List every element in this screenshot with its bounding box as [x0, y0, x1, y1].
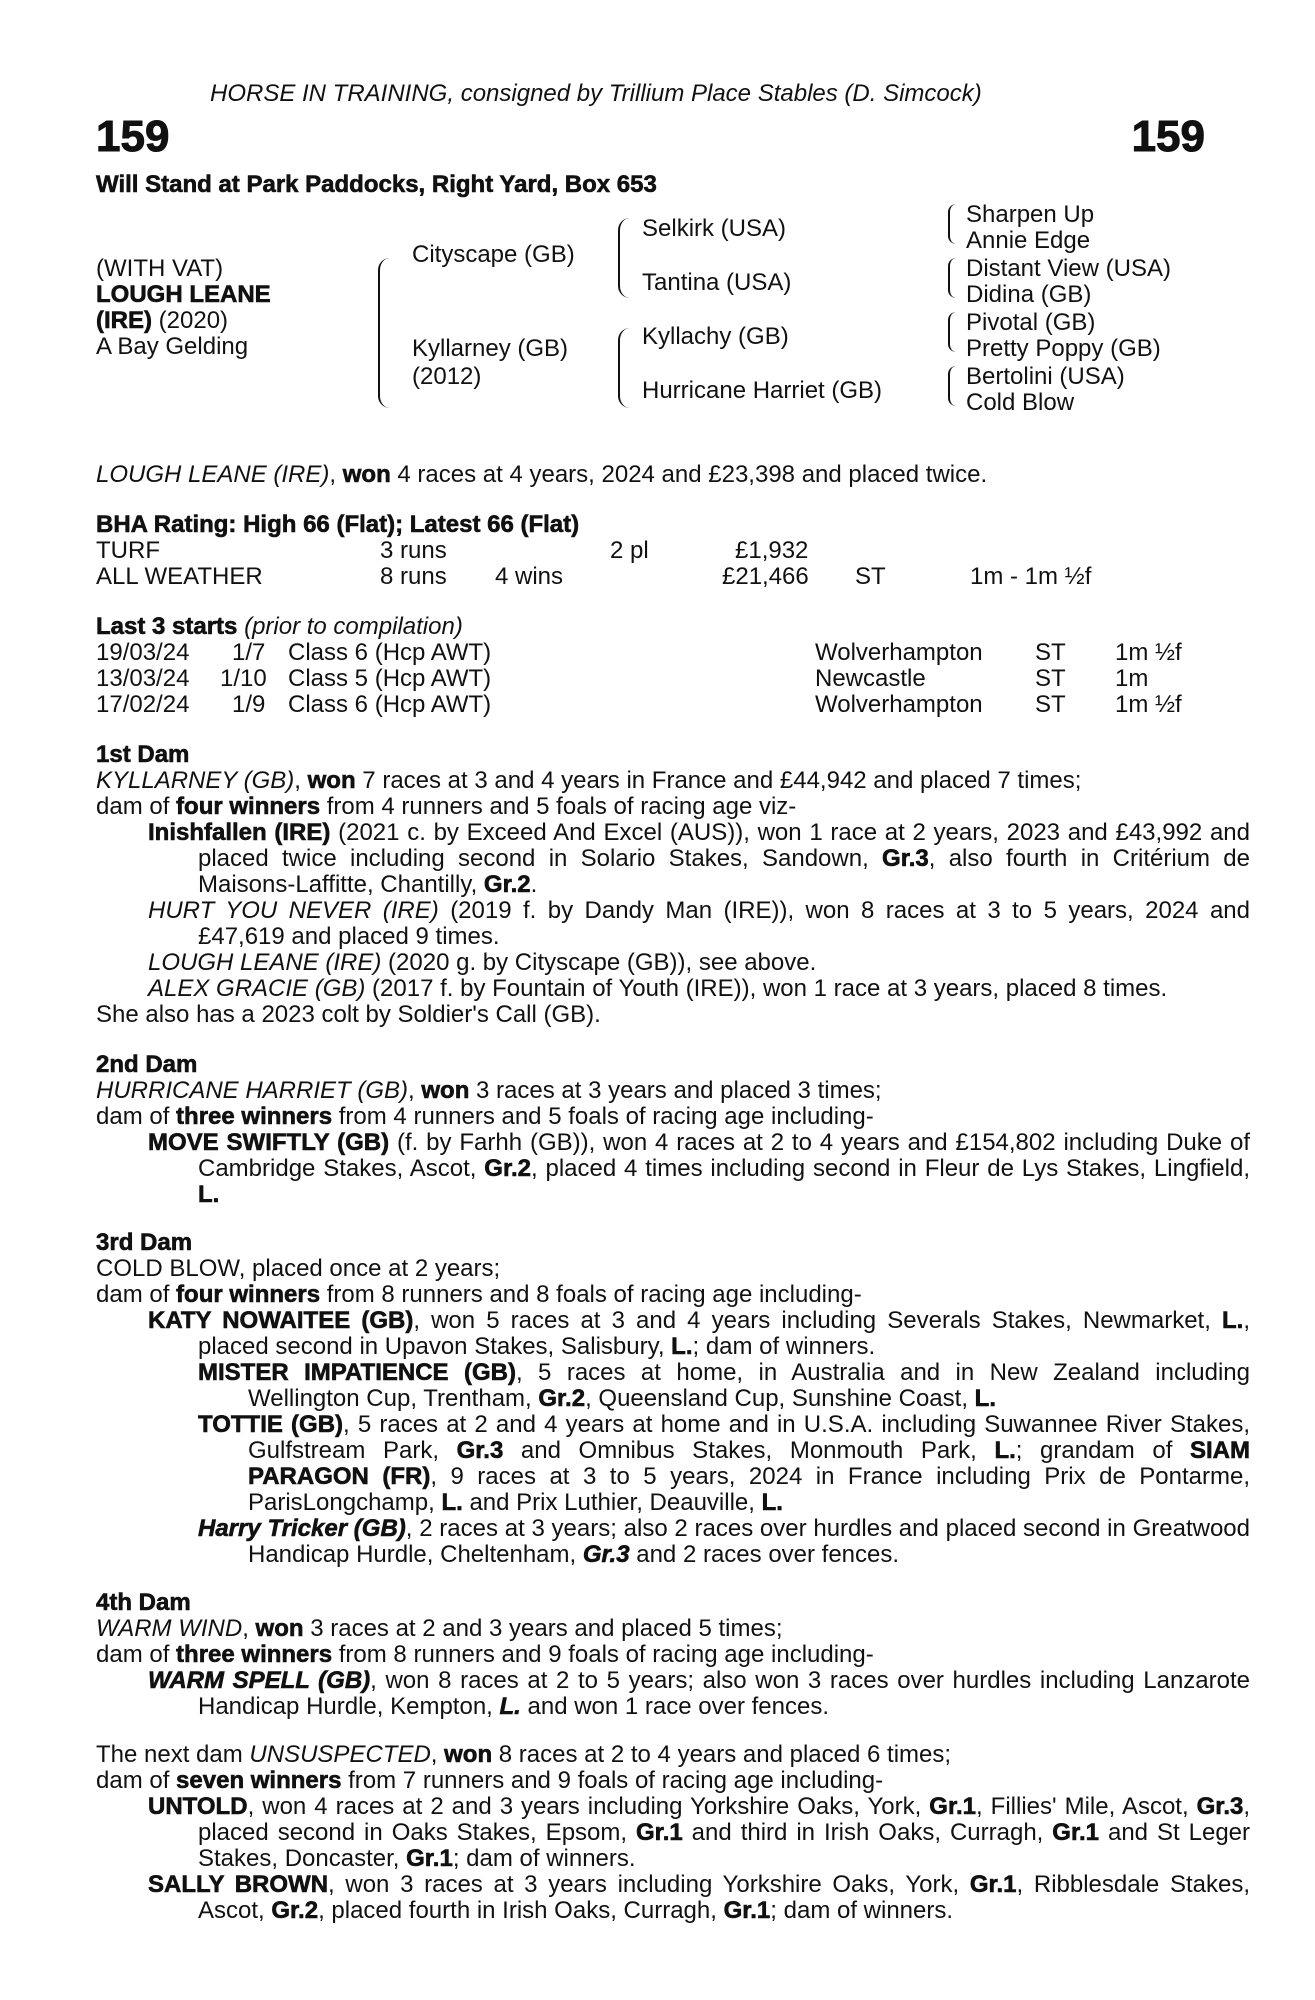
- dam1-title: 1st Dam: [96, 741, 190, 768]
- consignment-header: HORSE IN TRAINING, consigned by Trillium Place Stables (D. Simcock): [210, 80, 982, 107]
- brace-dam: [618, 328, 630, 408]
- dam2-progeny-1: MOVE SWIFTLY (GB) (f. by Farhh (GB)), won 4 races at 2 to 4 years and £154,802 including Duke of Cambridge Stakes, Ascot, Gr.2, placed 4 times including second in Fleur de Lys Stakes, Lingfield, L.: [148, 1129, 1251, 1208]
- dam3-grandprogeny-3: Harry Tricker (GB), 2 races at 3 years; also 2 races over hurdles and placed second in Greatwood Handicap Hurdle, Cheltenham, Gr.3 and 2 races over fences.: [198, 1515, 1250, 1568]
- brace-ds: [948, 312, 957, 352]
- sire-sire: Selkirk (USA): [642, 215, 787, 242]
- next-dam-line2: dam of seven winners from 7 runners and 9 foals of racing age including-: [96, 1767, 884, 1794]
- dam4-progeny-1: WARM SPELL (GB), won 8 races at 2 to 5 years; also won 3 races over hurdles including Lanzarote Handicap Hurdle, Kempton, L. and won 1 race over fences.: [148, 1667, 1250, 1720]
- dam-sire-sire: Pivotal (GB): [966, 309, 1096, 336]
- dam3-grandprogeny-2: TOTTIE (GB), 5 races at 2 and 4 years at home and in U.S.A. including Suwannee River Stakes, Gulfstream Park, Gr.3 and Omnibus Stakes, Monmouth Park, L.; grandam of SIAM PARAGON (FR), 9 races at 3 to 5 years, 2024 in France including Prix de Pontarme, ParisLongchamp, L. and Prix Luthier, Deauville, L.: [198, 1411, 1250, 1516]
- dam2-line1: HURRICANE HARRIET (GB), won 3 races at 3 years and placed 3 times;: [96, 1077, 882, 1104]
- dam1-progeny-2: HURT YOU NEVER (IRE) (2019 f. by Dandy Man (IRE)), won 8 races at 3 to 5 years, 2024 and £47,619 and placed 9 times.: [148, 897, 1250, 950]
- dam-year: (2012): [412, 363, 482, 390]
- brace-sire: [618, 218, 630, 298]
- dam4-line2: dam of three winners from 8 runners and 9 foals of racing age including-: [96, 1641, 874, 1668]
- sire-dam-sire: Distant View (USA): [966, 255, 1171, 282]
- next-dam-line1: The next dam UNSUSPECTED, won 8 races at 2 to 4 years and placed 6 times;: [96, 1741, 952, 1768]
- dam2-line2: dam of three winners from 4 runners and 5 foals of racing age including-: [96, 1103, 874, 1130]
- dam3-grandprogeny-1: MISTER IMPATIENCE (GB), 5 races at home, in Australia and in New Zealand including Wellington Cup, Trentham, Gr.2, Queensland Cup, Sunshine Coast, L.: [198, 1359, 1250, 1412]
- brace-main: [378, 258, 390, 408]
- vat-note: (WITH VAT): [96, 255, 224, 282]
- dam1-progeny-1: Inishfallen (IRE) (2021 c. by Exceed And Excel (AUS)), won 1 race at 2 years, 2023 and £43,992 and placed twice including second in Solario Stakes, Sandown, Gr.3, also fourth in Critérium de Maisons-Laffitte, Chantilly, Gr.2.: [148, 819, 1250, 898]
- dam1-line2: dam of four winners from 4 runners and 5 foals of racing age viz-: [96, 793, 797, 820]
- dam1-also: She also has a 2023 colt by Soldier's Call (GB).: [96, 1001, 601, 1028]
- dam2-title: 2nd Dam: [96, 1051, 198, 1078]
- dam-dam: Hurricane Harriet (GB): [642, 377, 883, 404]
- dam3-line2: dam of four winners from 8 runners and 8 foals of racing age including-: [96, 1281, 862, 1308]
- lot-number-left: 159: [96, 112, 170, 161]
- sire-sire-sire: Sharpen Up: [966, 201, 1095, 228]
- dam-dam-dam: Cold Blow: [966, 389, 1075, 416]
- dam-sire: Kyllachy (GB): [642, 323, 789, 350]
- dam1-progeny-3: LOUGH LEANE (IRE) (2020 g. by Cityscape (GB)), see above.: [148, 949, 817, 976]
- horse-name-origin: (IRE) (2020): [96, 307, 229, 334]
- last-starts-title: Last 3 starts (prior to compilation): [96, 613, 463, 640]
- dam-dam-sire: Bertolini (USA): [966, 363, 1125, 390]
- sire-sire-dam: Annie Edge: [966, 227, 1091, 254]
- dam1-progeny-4: ALEX GRACIE (GB) (2017 f. by Fountain of Youth (IRE)), won 1 race at 3 years, placed 8 times.: [148, 975, 1168, 1002]
- brace-ss: [948, 204, 957, 244]
- race-summary: LOUGH LEANE (IRE), won 4 races at 4 years, 2024 and £23,398 and placed twice.: [96, 461, 988, 488]
- dam: Kyllarney (GB): [412, 335, 569, 362]
- dam4-title: 4th Dam: [96, 1589, 191, 1616]
- sire: Cityscape (GB): [412, 241, 575, 268]
- bha-rating: BHA Rating: High 66 (Flat); Latest 66 (Flat): [96, 511, 580, 538]
- dam3-title: 3rd Dam: [96, 1229, 193, 1256]
- dam4-line1: WARM WIND, won 3 races at 2 and 3 years and placed 5 times;: [96, 1615, 783, 1642]
- next-dam-progeny-1: UNTOLD, won 4 races at 2 and 3 years including Yorkshire Oaks, York, Gr.1, Fillies' Mile, Ascot, Gr.3, placed second in Oaks Stakes, Epsom, Gr.1 and third in Irish Oaks, Curragh, Gr.1 and St Leger Stakes, Doncaster, Gr.1; dam of winners.: [148, 1793, 1251, 1872]
- dam-sire-dam: Pretty Poppy (GB): [966, 335, 1161, 362]
- sire-dam: Tantina (USA): [642, 269, 792, 296]
- next-dam-progeny-2: SALLY BROWN, won 3 races at 3 years including Yorkshire Oaks, York, Gr.1, Ribblesdale Stakes, Ascot, Gr.2, placed fourth in Irish Oaks, Curragh, Gr.1; dam of winners.: [148, 1871, 1250, 1924]
- lot-number-right: 159: [1131, 112, 1205, 161]
- dam3-progeny-1: KATY NOWAITEE (GB), won 5 races at 3 and 4 years including Severals Stakes, Newmarket, L., placed second in Upavon Stakes, Salisbury, L.; dam of winners.: [148, 1307, 1250, 1360]
- brace-sd: [948, 258, 957, 298]
- dam3-line1: COLD BLOW, placed once at 2 years;: [96, 1255, 501, 1282]
- brace-dd: [948, 366, 957, 406]
- horse-name: LOUGH LEANE: [96, 281, 271, 308]
- stand-location: Will Stand at Park Paddocks, Right Yard, Box 653: [96, 171, 657, 198]
- horse-description: A Bay Gelding: [96, 333, 249, 360]
- dam1-line1: KYLLARNEY (GB), won 7 races at 3 and 4 years in France and £44,942 and placed 7 times;: [96, 767, 1082, 794]
- sire-dam-dam: Didina (GB): [966, 281, 1092, 308]
